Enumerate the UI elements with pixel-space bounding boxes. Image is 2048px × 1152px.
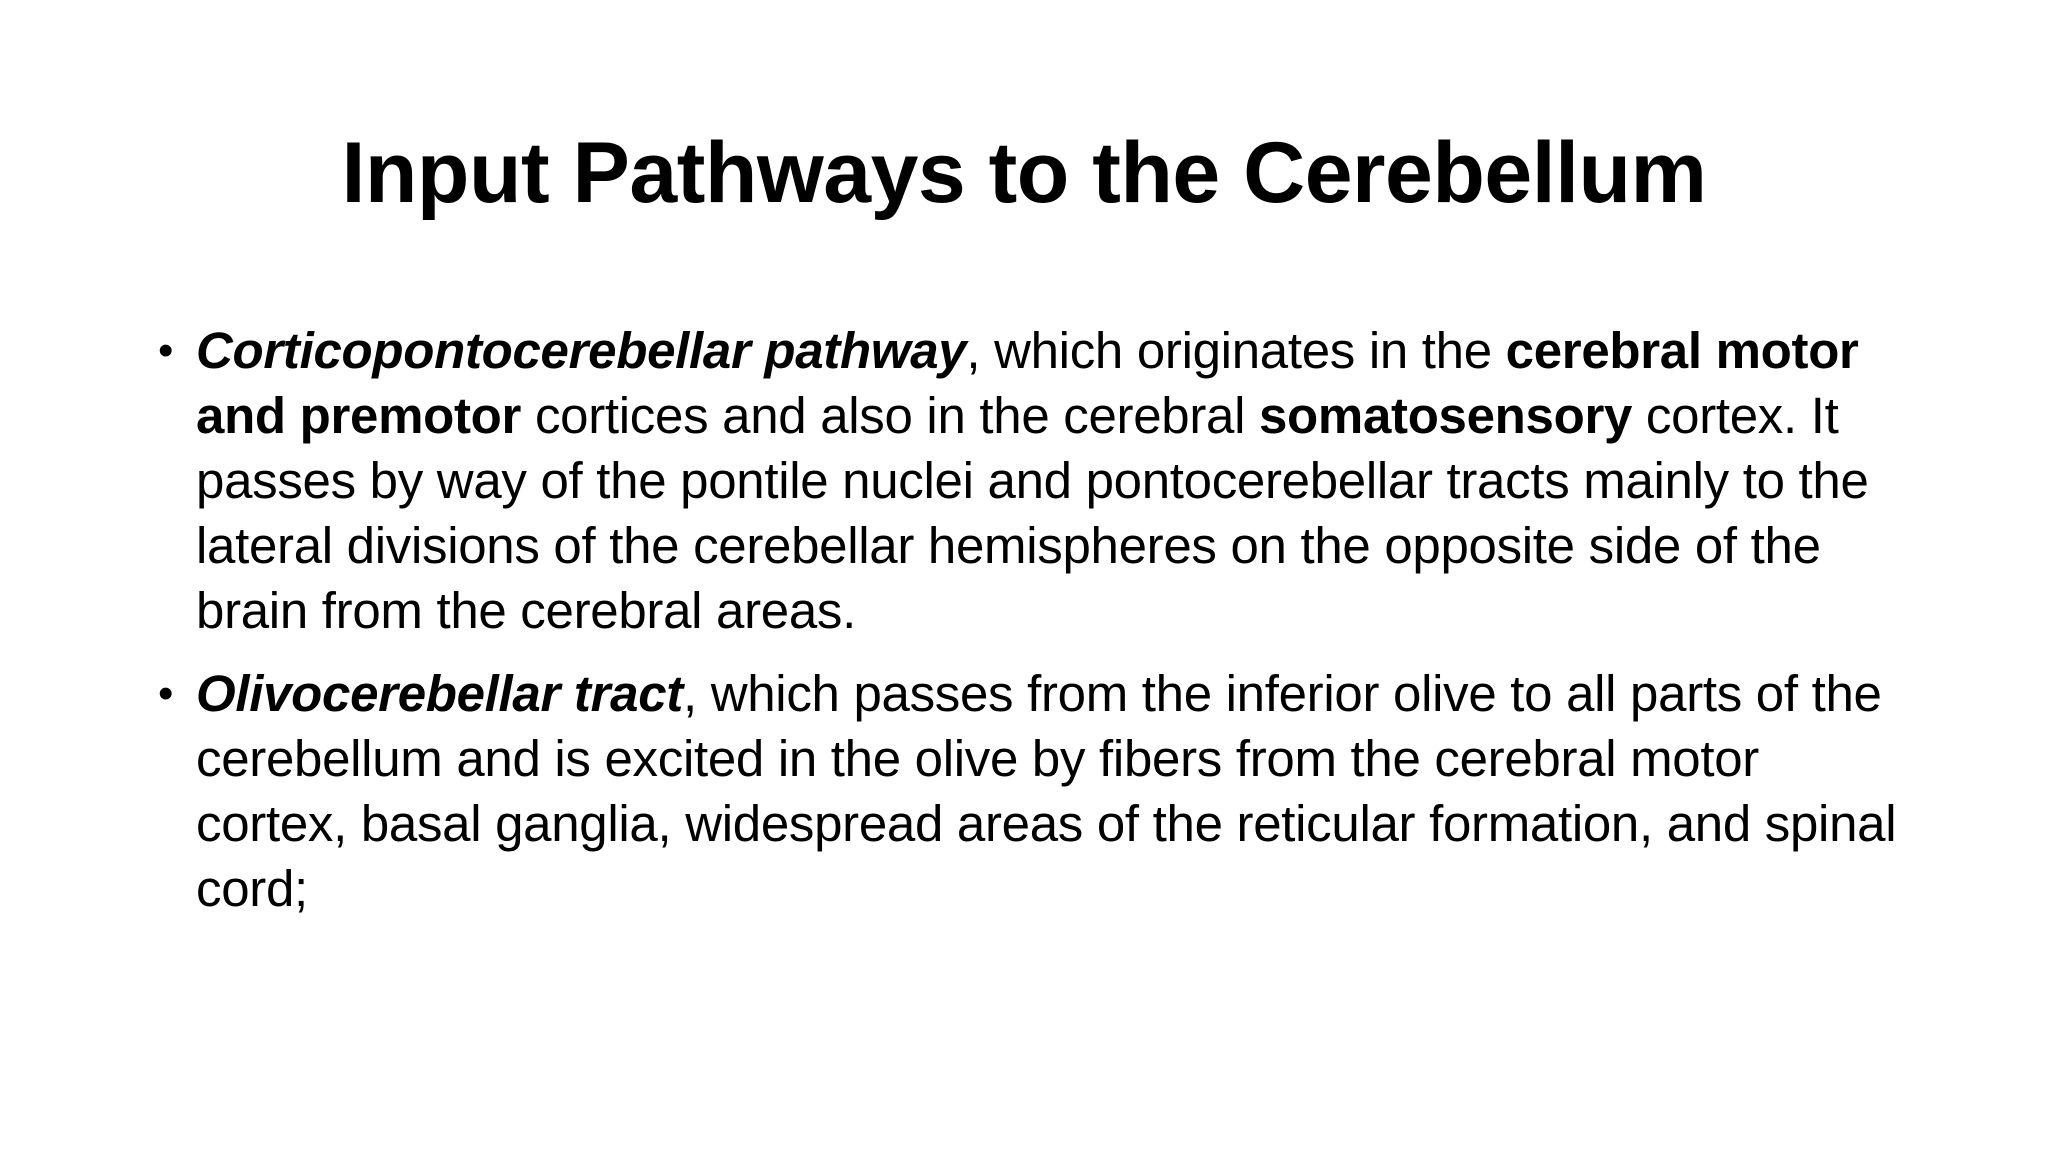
bullet-text: cortex. It passes by way of the pontile nuclei and pontocerebellar tracts mainly to the lateral divisions of the cerebellar hemispheres on the opposite side of the brain from the cerebral areas. — [196, 387, 1869, 639]
term-olivocerebellar-tract: Olivocerebellar tract — [196, 665, 683, 722]
bullet-list — [158, 318, 1918, 939]
bullet-text: , which originates in the — [966, 322, 1506, 379]
bullet-text: cortices and also in the cerebral — [521, 387, 1259, 444]
slide-title: Input Pathways to the Cerebellum — [341, 125, 1707, 221]
bullet-corticopontocerebellar — [158, 318, 1918, 643]
bullet-text: , which passes from the inferior olive to all parts of the cerebellum and is excited in the olive by fibers from the cerebral motor cortex, basal ganglia, widespread areas of the reticular formation, and spinal cord; — [196, 665, 1897, 917]
bullet-olivocerebellar — [158, 661, 1918, 921]
term-somatosensory: somatosensory — [1258, 387, 1633, 444]
term-corticopontocerebellar-pathway: Corticopontocerebellar pathway — [196, 322, 967, 379]
term-cerebral-motor-premotor: cerebral motor and premotor — [196, 322, 1859, 444]
bullet-dot-icon: • — [158, 326, 174, 375]
bullet-dot-icon: • — [158, 669, 174, 718]
